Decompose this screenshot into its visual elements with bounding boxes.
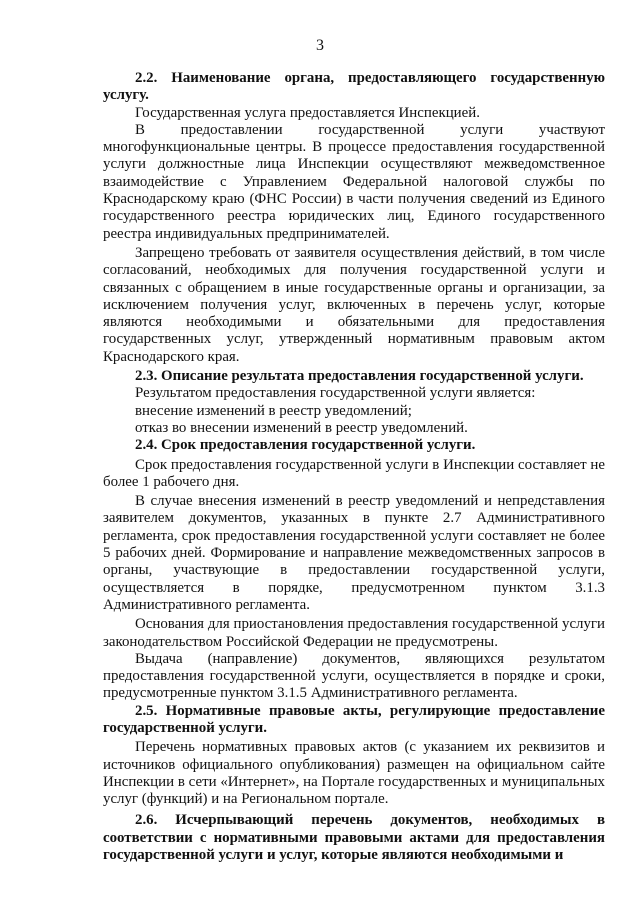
body-paragraph: внесение изменений в реестр уведомлений;	[135, 402, 412, 419]
body-paragraph: Результатом предоставления государственной услуги является:	[135, 385, 536, 402]
body-paragraph: Основания для приостановления предоставления государственной услуги законодательством Российской Федерации не предусмотрены.	[103, 616, 605, 650]
body-paragraph: Выдача (направление) документов, являющихся результатом предоставления государственной услуги, осуществляется в порядке и сроки, предусмотренные пунктом 3.1.5 Административного регламента.	[103, 650, 605, 702]
section-heading: 2.6. Исчерпывающий перечень документов, необходимых в соответствии с нормативными правовыми актами для предоставления государственной услуги и услуг, которые являются необходимыми и	[103, 812, 605, 864]
section-heading: 2.5. Нормативные правовые акты, регулирующие предоставление государственной услуги.	[103, 702, 605, 736]
section-heading: 2.4. Срок предоставления государственной услуги.	[135, 437, 476, 454]
body-paragraph: Перечень нормативных правовых актов (с указанием их реквизитов и источников официального опубликования) размещен на официальном сайте Инспекции в сети «Интернет», на Портале государственных и муниципальных услуг (функций) и на Региональном портале.	[103, 739, 605, 808]
document-body	[103, 68, 605, 864]
body-paragraph: Срок предоставления государственной услуги в Инспекции составляет не более 1 рабочего дня.	[103, 456, 605, 490]
body-paragraph: Государственная услуга предоставляется Инспекцией.	[135, 104, 480, 121]
body-paragraph: отказ во внесении изменений в реестр уведомлений.	[135, 419, 468, 436]
body-paragraph: Запрещено требовать от заявителя осуществления действий, в том числе согласований, необходимых для получения государственной услуги и связанных с обращением в иные государственные органы и организации, за исключением получения услуг, включенных в перечень услуг, которые являются необходимыми и обязательными для предоставления государственных услуг, утвержденный нормативным правовым актом Краснодарского края.	[103, 244, 605, 365]
page-number: 3	[316, 37, 324, 54]
body-paragraph: В предоставлении государственной услуги участвуют многофункциональные центры. В процессе предоставления государственной услуги должностные лица Инспекции осуществляют межведомственное взаимодействие с Управлением Федеральной налоговой службы по Краснодарскому краю (ФНС России) в части получения сведений из Единого государственного реестра юридических лиц, Единого государственного реестра индивидуальных предпринимателей.	[103, 121, 605, 242]
section-heading: 2.3. Описание результата предоставления государственной услуги.	[135, 368, 584, 385]
section-heading: 2.2. Наименование органа, предоставляющего государственную услугу.	[103, 70, 605, 104]
body-paragraph: В случае внесения изменений в реестр уведомлений и непредставления заявителем документов, указанных в пункте 2.7 Административного регламента, срок предоставления государственной услуги составляет не более 5 рабочих дней. Формирование и направление межведомственных запросов в органы, участвующие в предоставлении государственной услуги, осуществляется в порядке, предусмотренном пунктом 3.1.3 Административного регламента.	[103, 493, 605, 613]
